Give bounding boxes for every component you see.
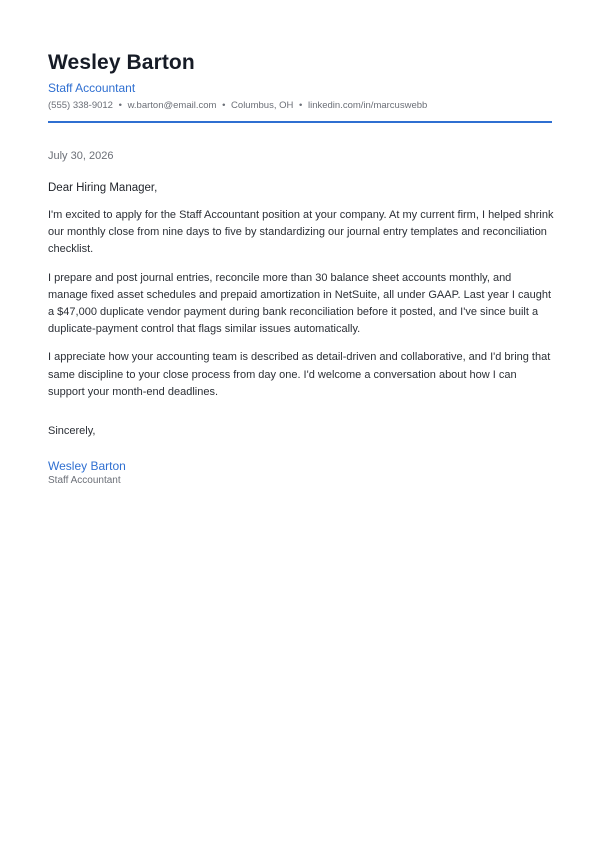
- letter-salutation: Dear Hiring Manager,: [48, 182, 158, 194]
- applicant-role: Staff Accountant: [48, 81, 136, 95]
- applicant-name: Wesley Barton: [48, 51, 195, 74]
- contact-phone: (555) 338-9012: [48, 100, 113, 111]
- letter-closing: Sincerely,: [48, 425, 96, 438]
- letter-date: July 30, 2026: [48, 150, 114, 162]
- header-divider: [48, 121, 552, 123]
- contact-separator: •: [118, 100, 122, 111]
- contact-line: [48, 99, 552, 113]
- letter-paragraph-2: I prepare and post journal entries, reconcile more than 30 balance sheet accounts monthly, and manage fixed asset schedules and prepaid amortization in NetSuite, all under GAAP. Last year I caught a $47,000 duplicate vendor payment during bank reconciliation before it posted, and I've since built a duplicate-payment control that flags similar issues automatically.: [48, 271, 552, 336]
- signature-name: Wesley Barton: [48, 459, 126, 474]
- signature-title: Staff Accountant: [48, 475, 121, 487]
- contact-email: w.barton@email.com: [127, 100, 217, 111]
- contact-separator: •: [222, 100, 226, 111]
- contact-linkedin: linkedin.com/in/marcuswebb: [307, 100, 428, 111]
- letter-header: [48, 50, 552, 123]
- letter-paragraph-1: I'm excited to apply for the Staff Accountant position at your company. At my current firm, I helped shrink our monthly close from nine days to five by standardizing our journal entry templates and reconciliation checklist.: [48, 209, 554, 256]
- letter-paragraph-3: I appreciate how your accounting team is described as detail-driven and collaborative, and I'd bring that same discipline to your close process from day one. I'd welcome a conversation about how I can support your month-end deadlines.: [48, 351, 551, 398]
- contact-location: Columbus, OH: [231, 100, 294, 111]
- contact-separator: •: [299, 100, 303, 111]
